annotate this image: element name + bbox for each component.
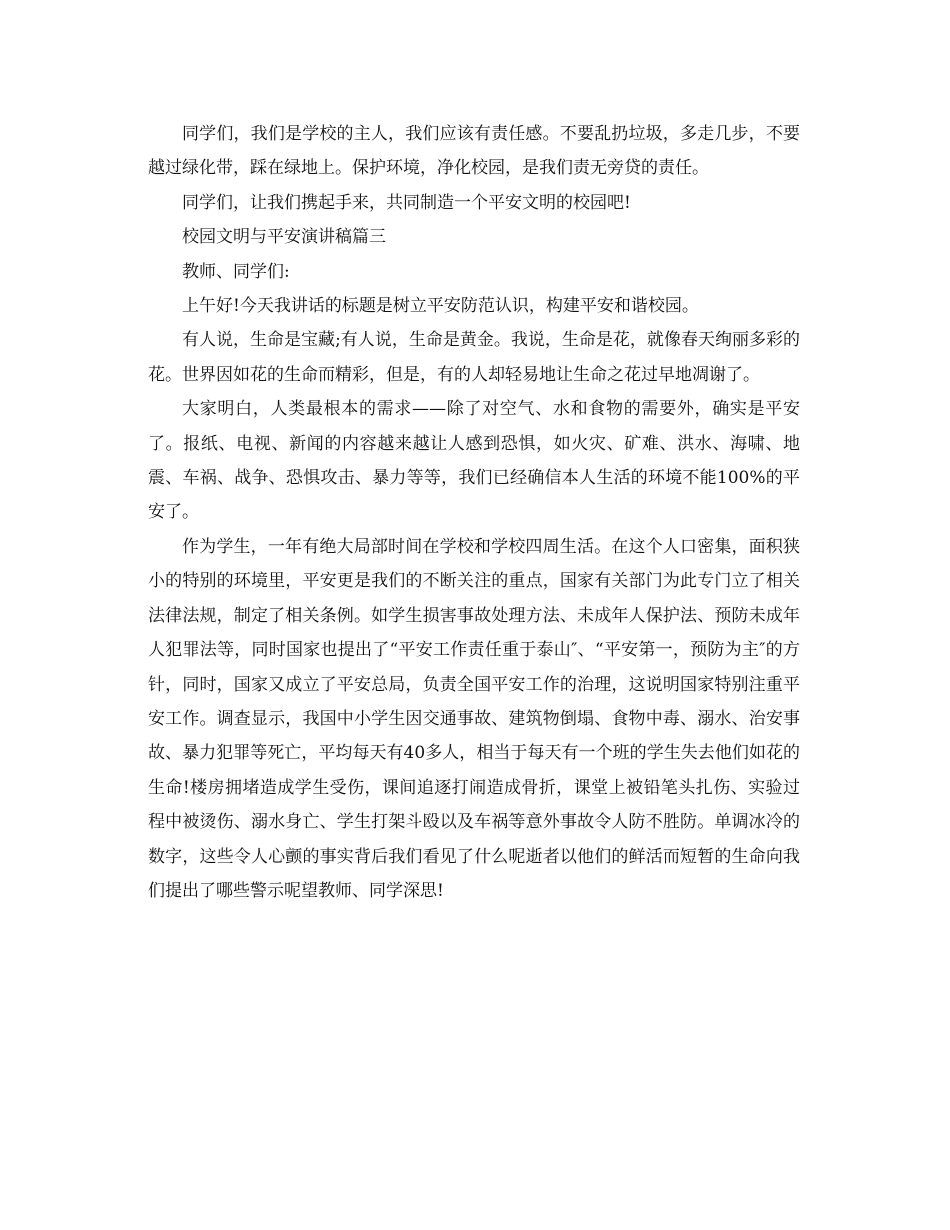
paragraph-basic-needs: 大家明白，人类最根本的需求——除了对空气、水和食物的需要外，确实是平安了。报纸、电视、新闻的内容越来越让人感到恐惧，如火灾、矿难、洪水、海啸、地震、车祸、战争、恐惧攻击、暴力等等，我们已经确信本人生活的环境不能100%的平安了。	[148, 399, 800, 523]
paragraph-call-to-action: 同学们，让我们携起手来，共同制造一个平安文明的校园吧!	[182, 192, 631, 213]
paragraph-greeting-topic: 上午好!今天我讲话的标题是树立平安防范认识，构建平安和谐校园。	[182, 296, 699, 317]
document-body	[148, 117, 800, 908]
paragraph-school-safety: 作为学生，一年有绝大局部时间在学校和学校四周生活。在这个人口密集，面积狭小的特别的环境里，平安更是我们的不断关注的重点，国家有关部门为此专门立了相关法律法规，制定了相关条例。如学生损害事故处理方法、未成年人保护法、预防未成年人犯罪法等，同时国家也提出了“平安工作责任重于泰山″、“平安第一，预防为主″的方针，同时，国家又成立了平安总局，负责全国平安工作的治理，这说明国家特别注重平安工作。调查显示，我国中小学生因交通事故、建筑物倒塌、食物中毒、溺水、治安事故、暴力犯罪等死亡，平均每天有40多人，相当于每天有一个班的学生失去他们如花的生命!楼房拥堵造成学生受伤，课间追逐打闹造成骨折，课堂上被铅笔头扎伤、实验过程中被烫伤、溺水身亡、学生打架斗殴以及车祸等意外事故令人防不胜防。单调冰冷的数字，这些令人心颤的事实背后我们看见了什么呢逝者以他们的鲜活而短暂的生命向我们提出了哪些警示呢望教师、同学深思!	[148, 536, 800, 901]
salutation: 教师、同学们:	[182, 261, 290, 282]
paragraph-life-is-flower: 有人说，生命是宝藏;有人说，生命是黄金。我说，生命是花，就像春天绚丽多彩的花。世界因如花的生命而精彩，但是，有的人却轻易地让生命之花过早地凋谢了。	[148, 330, 800, 385]
section-heading: 校园文明与平安演讲稿篇三	[182, 227, 386, 248]
paragraph-responsibility: 同学们，我们是学校的主人，我们应该有责任感。不要乱扔垃圾，多走几步，不要越过绿化带，踩在绿地上。保护环境，净化校园，是我们责无旁贷的责任。	[148, 124, 800, 179]
